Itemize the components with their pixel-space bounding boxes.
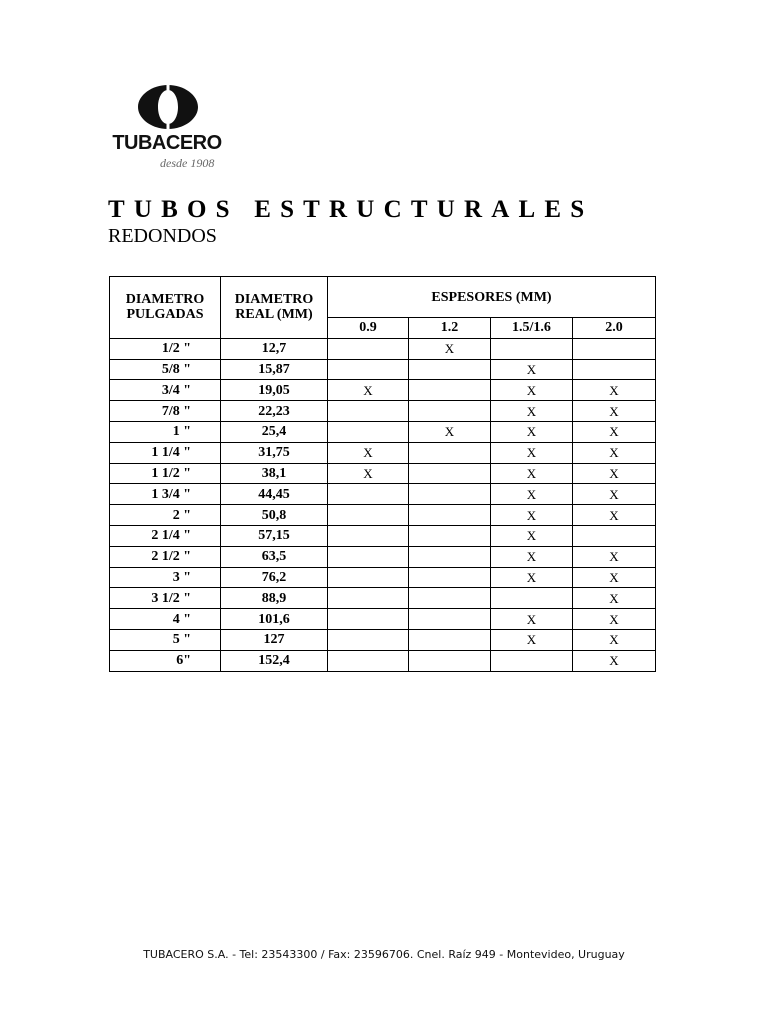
company-logo	[108, 84, 228, 174]
cell-mark: X	[573, 567, 656, 588]
cell-inch: 1 "	[110, 421, 221, 442]
cell-mark: X	[328, 442, 409, 463]
header-thickness: 1.5/1.6	[491, 318, 573, 339]
cell-mark	[491, 588, 573, 609]
cell-mark: X	[491, 421, 573, 442]
cell-mark	[409, 546, 491, 567]
cell-mark: X	[573, 505, 656, 526]
cell-mark	[409, 505, 491, 526]
cell-mark: X	[573, 650, 656, 671]
cell-mark: X	[491, 505, 573, 526]
cell-mark: X	[573, 609, 656, 630]
cell-inch: 2 1/4 "	[110, 525, 221, 546]
cell-mark: X	[573, 484, 656, 505]
cell-mm: 101,6	[221, 609, 328, 630]
table-row	[110, 463, 656, 484]
cell-mark: X	[573, 546, 656, 567]
cell-mark: X	[573, 629, 656, 650]
table-row	[110, 588, 656, 609]
cell-mm: 152,4	[221, 650, 328, 671]
cell-mark: X	[491, 609, 573, 630]
cell-mark	[328, 505, 409, 526]
cell-mark: X	[491, 442, 573, 463]
table-row	[110, 546, 656, 567]
cell-inch: 4 "	[110, 609, 221, 630]
cell-mark	[409, 442, 491, 463]
cell-mark: X	[491, 359, 573, 380]
cell-inch: 7/8 "	[110, 401, 221, 422]
cell-mark	[328, 609, 409, 630]
cell-mark	[491, 338, 573, 359]
logo-name: TUBACERO	[112, 132, 222, 154]
cell-mark	[573, 525, 656, 546]
cell-mark	[409, 401, 491, 422]
cell-mark	[328, 650, 409, 671]
table-row	[110, 442, 656, 463]
cell-inch: 3/4 "	[110, 380, 221, 401]
cell-mm: 88,9	[221, 588, 328, 609]
cell-mm: 19,05	[221, 380, 328, 401]
cell-mark	[328, 629, 409, 650]
cell-mark	[328, 484, 409, 505]
cell-mark: X	[573, 442, 656, 463]
cell-mm: 127	[221, 629, 328, 650]
cell-mark: X	[491, 463, 573, 484]
cell-mark: X	[491, 380, 573, 401]
cell-inch: 1 1/4 "	[110, 442, 221, 463]
cell-mark: X	[573, 588, 656, 609]
cell-mark: X	[573, 380, 656, 401]
tube-spec-table	[109, 276, 656, 672]
cell-mark	[328, 567, 409, 588]
cell-mm: 22,23	[221, 401, 328, 422]
header-thickness: 0.9	[328, 318, 409, 339]
cell-mark	[573, 359, 656, 380]
cell-mark: X	[328, 380, 409, 401]
cell-mark	[409, 567, 491, 588]
cell-mark: X	[409, 338, 491, 359]
header-mm: DIAMETRO REAL (MM)	[221, 277, 328, 339]
cell-mm: 57,15	[221, 525, 328, 546]
cell-mm: 76,2	[221, 567, 328, 588]
cell-inch: 2 1/2 "	[110, 546, 221, 567]
cell-mark: X	[491, 546, 573, 567]
table-row	[110, 359, 656, 380]
table-row	[110, 505, 656, 526]
table-row	[110, 609, 656, 630]
cell-mm: 12,7	[221, 338, 328, 359]
cell-mark	[409, 609, 491, 630]
cell-inch: 3 "	[110, 567, 221, 588]
table-row	[110, 629, 656, 650]
cell-mark	[409, 588, 491, 609]
cell-mark: X	[491, 401, 573, 422]
header-thickness: 2.0	[573, 318, 656, 339]
table-body	[110, 338, 656, 671]
cell-mark	[409, 484, 491, 505]
cell-mark: X	[491, 484, 573, 505]
cell-mark	[328, 421, 409, 442]
cell-inch: 1 1/2 "	[110, 463, 221, 484]
table-row	[110, 650, 656, 671]
cell-inch: 5/8 "	[110, 359, 221, 380]
cell-mm: 38,1	[221, 463, 328, 484]
cell-inch: 5 "	[110, 629, 221, 650]
footer-contact: TUBACERO S.A. - Tel: 23543300 / Fax: 23596706. Cnel. Raíz 949 - Montevideo, Uruguay	[143, 948, 625, 961]
cell-mark	[409, 359, 491, 380]
cell-mm: 25,4	[221, 421, 328, 442]
logo-tagline: desde 1908	[160, 156, 215, 170]
cell-inch: 6"	[110, 650, 221, 671]
table-row	[110, 421, 656, 442]
cell-mark: X	[573, 401, 656, 422]
cell-mark	[409, 525, 491, 546]
cell-mark	[409, 650, 491, 671]
header-inch: DIAMETRO PULGADAS	[110, 277, 221, 339]
tubacero-logo-mark-icon	[137, 84, 199, 130]
cell-mark	[409, 629, 491, 650]
cell-inch: 2 "	[110, 505, 221, 526]
cell-mm: 44,45	[221, 484, 328, 505]
cell-mark: X	[409, 421, 491, 442]
table-row	[110, 401, 656, 422]
cell-mark: X	[573, 421, 656, 442]
cell-mark	[573, 338, 656, 359]
cell-inch: 1 3/4 "	[110, 484, 221, 505]
cell-mm: 15,87	[221, 359, 328, 380]
table-row	[110, 525, 656, 546]
cell-mark: X	[491, 525, 573, 546]
cell-mark	[491, 650, 573, 671]
cell-mark	[409, 463, 491, 484]
page-title: TUBOS ESTRUCTURALES	[108, 196, 594, 223]
cell-mark	[328, 359, 409, 380]
cell-mark	[328, 401, 409, 422]
cell-mark: X	[491, 567, 573, 588]
cell-mark: X	[328, 463, 409, 484]
table-row	[110, 567, 656, 588]
cell-inch: 3 1/2 "	[110, 588, 221, 609]
cell-mm: 31,75	[221, 442, 328, 463]
table-row	[110, 484, 656, 505]
header-thickness: 1.2	[409, 318, 491, 339]
table-row	[110, 338, 656, 359]
cell-mark: X	[491, 629, 573, 650]
cell-mm: 50,8	[221, 505, 328, 526]
cell-mark: X	[573, 463, 656, 484]
cell-mm: 63,5	[221, 546, 328, 567]
header-thickness-group: ESPESORES (MM)	[328, 277, 656, 318]
cell-mark	[409, 380, 491, 401]
cell-mark	[328, 338, 409, 359]
cell-mark	[328, 588, 409, 609]
cell-mark	[328, 525, 409, 546]
cell-mark	[328, 546, 409, 567]
table-row	[110, 380, 656, 401]
cell-inch: 1/2 "	[110, 338, 221, 359]
page-subtitle: REDONDOS	[108, 225, 217, 247]
